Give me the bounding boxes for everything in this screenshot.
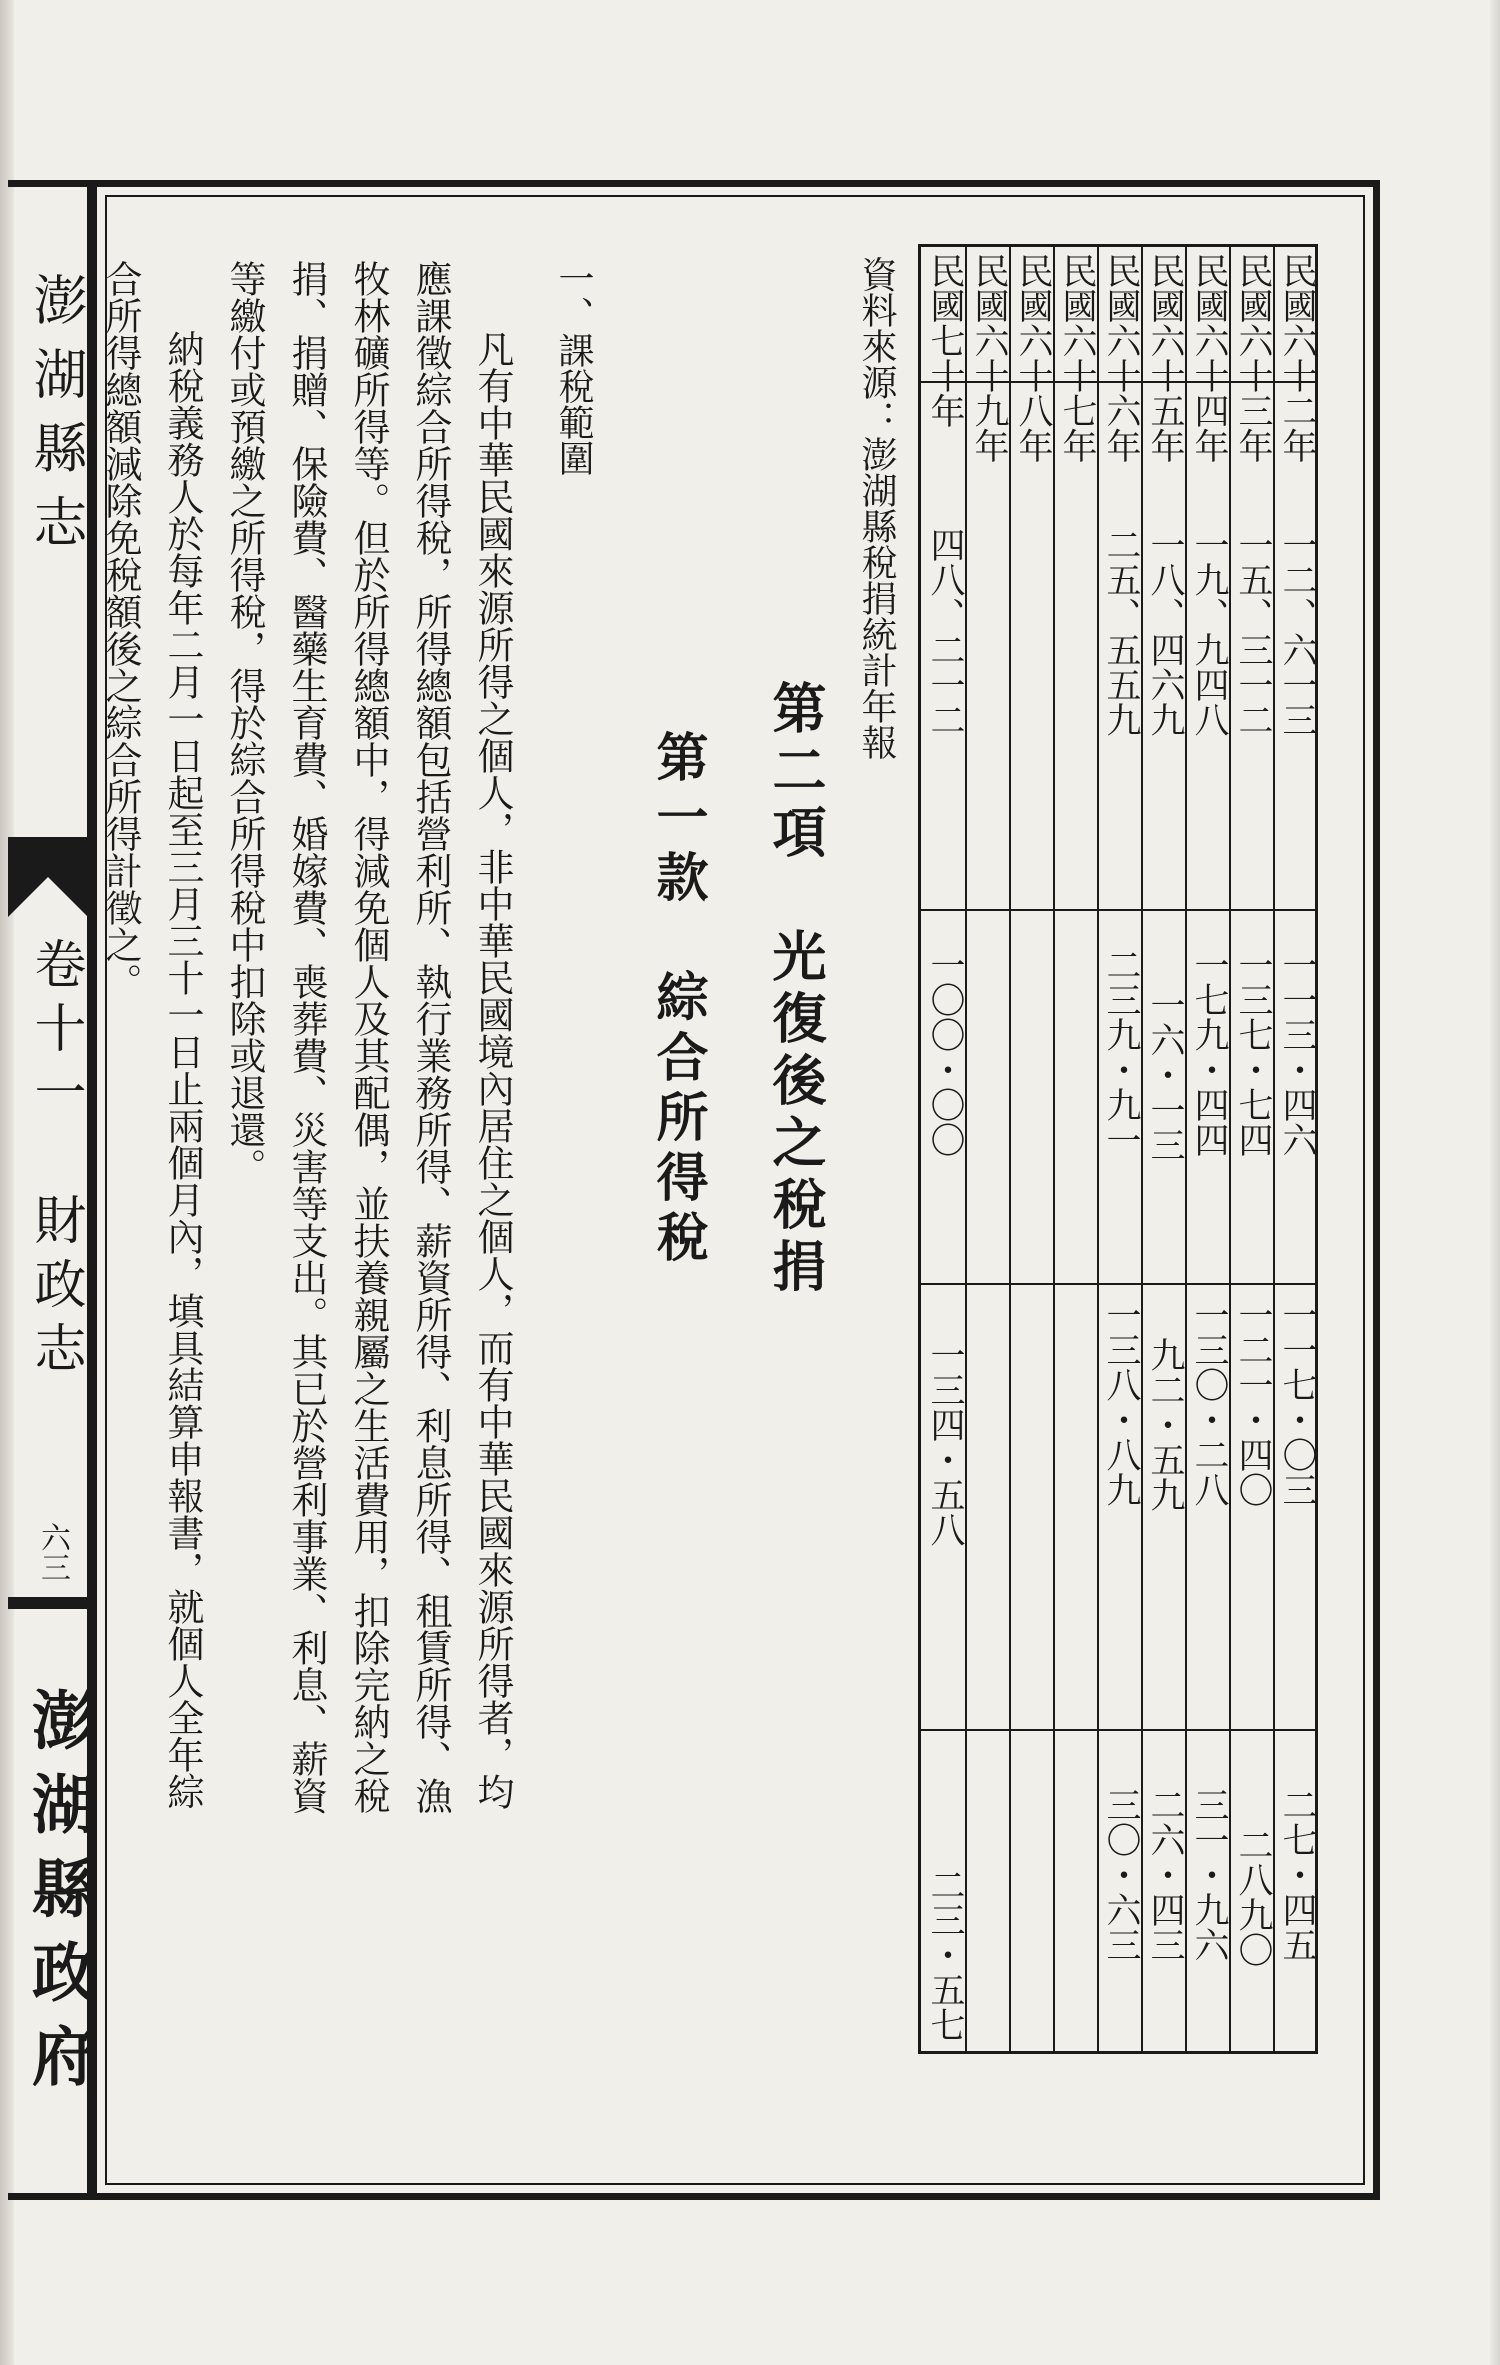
paragraph-line: 凡有中華民國來源所得之個人，非中華民國境內居住之個人，而有中華民國來源所得者，均 bbox=[471, 330, 514, 1810]
table-cell: 一七九・四四 bbox=[1189, 947, 1229, 1157]
divider-ornament-icon bbox=[8, 1597, 88, 1627]
table-cell: 一三四・五八 bbox=[925, 1337, 965, 1547]
table-cell: 四八、二一二 bbox=[925, 527, 965, 737]
table-cell: 一〇〇・〇〇 bbox=[925, 947, 965, 1157]
table-cell: 一一七・〇三 bbox=[1277, 1297, 1317, 1507]
subsection-heading: 第一款 綜合所得稅 bbox=[647, 730, 708, 1270]
paragraph-line: 應課徵綜合所得稅，所得總額包括營利所、執行業務所得、薪資所得、利息所得、租賃所得、漁 bbox=[409, 260, 452, 1814]
table-cell: 一三八・八九 bbox=[1101, 1297, 1141, 1507]
table-cell: 三〇・六三 bbox=[1101, 1787, 1141, 1962]
table-cell-year: 民國六十七年 bbox=[1057, 253, 1097, 463]
table-cell: 三一・九六 bbox=[1189, 1787, 1229, 1962]
paragraph-line: 納稅義務人於每年二月一日起至三月三十一日止兩個月內，填具結算申報書，就個人全年綜 bbox=[161, 330, 204, 1810]
spine-title: 澎湖縣志 bbox=[25, 272, 88, 568]
fish-tail-ornament-icon bbox=[8, 837, 88, 917]
table-cell-year: 民國六十九年 bbox=[969, 253, 1009, 463]
table-cell: 一三七・七四 bbox=[1233, 947, 1273, 1157]
table-rule bbox=[921, 909, 1315, 911]
paragraph-line: 捐、捐贈、保險費、醫藥生育費、婚嫁費、喪葬費、災害等支出。其已於營利事業、利息、薪資 bbox=[285, 260, 328, 1814]
tax-statistics-table bbox=[918, 244, 1318, 2054]
table-cell: 二五、五五九 bbox=[1101, 527, 1141, 737]
table-cell-year: 民國六十六年 bbox=[1101, 253, 1141, 463]
table-cell-year: 民國六十三年 bbox=[1233, 253, 1273, 463]
data-source-note: 資料來源：澎湖縣稅捐統計年報 bbox=[856, 256, 897, 760]
paragraph-line: 等繳付或預繳之所得稅，得於綜合所得稅中扣除或退還。 bbox=[223, 260, 266, 1185]
table-cell: 二七・四五 bbox=[1277, 1787, 1317, 1962]
page-number: 六三 bbox=[35, 1522, 70, 1582]
table-cell: 二三・五七 bbox=[925, 1867, 965, 2042]
paragraph-line: 合所得總額減除免稅額後之綜合所得計徵之。 bbox=[99, 260, 142, 1000]
table-cell: 二三九・九一 bbox=[1101, 947, 1141, 1157]
paragraph-line: 牧林礦所得等。但於所得總額中，得減免個人及其配偶，並扶養親屬之生活費用，扣除完納之稅 bbox=[347, 260, 390, 1814]
table-cell-year: 民國六十五年 bbox=[1145, 253, 1185, 463]
table-cell-year: 民國六十二年 bbox=[1277, 253, 1317, 463]
spine-publisher: 澎湖縣政府 bbox=[21, 1687, 96, 2107]
table-cell: 一三〇・二八 bbox=[1189, 1297, 1229, 1507]
table-cell: 一六・一三 bbox=[1145, 987, 1185, 1162]
table-cell: 二八九〇 bbox=[1233, 1827, 1273, 1967]
table-cell: 一五、三一二 bbox=[1233, 527, 1273, 737]
page-edge-right bbox=[1490, 0, 1500, 2365]
table-cell: 一一三・四六 bbox=[1277, 947, 1317, 1157]
spine-column bbox=[8, 180, 96, 2200]
table-column-rule bbox=[1053, 247, 1055, 2051]
table-cell: 二六・四三 bbox=[1145, 1787, 1185, 1962]
table-column-rule bbox=[1009, 247, 1011, 2051]
table-cell: 一二、六一三 bbox=[1277, 527, 1317, 737]
table-cell-year: 民國七十年 bbox=[925, 253, 965, 428]
table-cell-year: 民國六十八年 bbox=[1013, 253, 1053, 463]
table-cell: 一九、九四八 bbox=[1189, 527, 1229, 737]
table-rule bbox=[921, 1283, 1315, 1285]
table-rule bbox=[921, 1729, 1315, 1731]
table-cell: 九二・五九 bbox=[1145, 1337, 1185, 1512]
table-cell: 一八、四六九 bbox=[1145, 527, 1185, 737]
section-heading: 第二項 光復後之稅捐 bbox=[764, 680, 828, 1300]
table-cell-year: 民國六十四年 bbox=[1189, 253, 1229, 463]
spine-section: 卷十一 財政志 bbox=[25, 937, 85, 1385]
table-cell: 一二一・四〇 bbox=[1233, 1297, 1273, 1507]
item-heading: 一、課稅範圍 bbox=[553, 260, 594, 476]
